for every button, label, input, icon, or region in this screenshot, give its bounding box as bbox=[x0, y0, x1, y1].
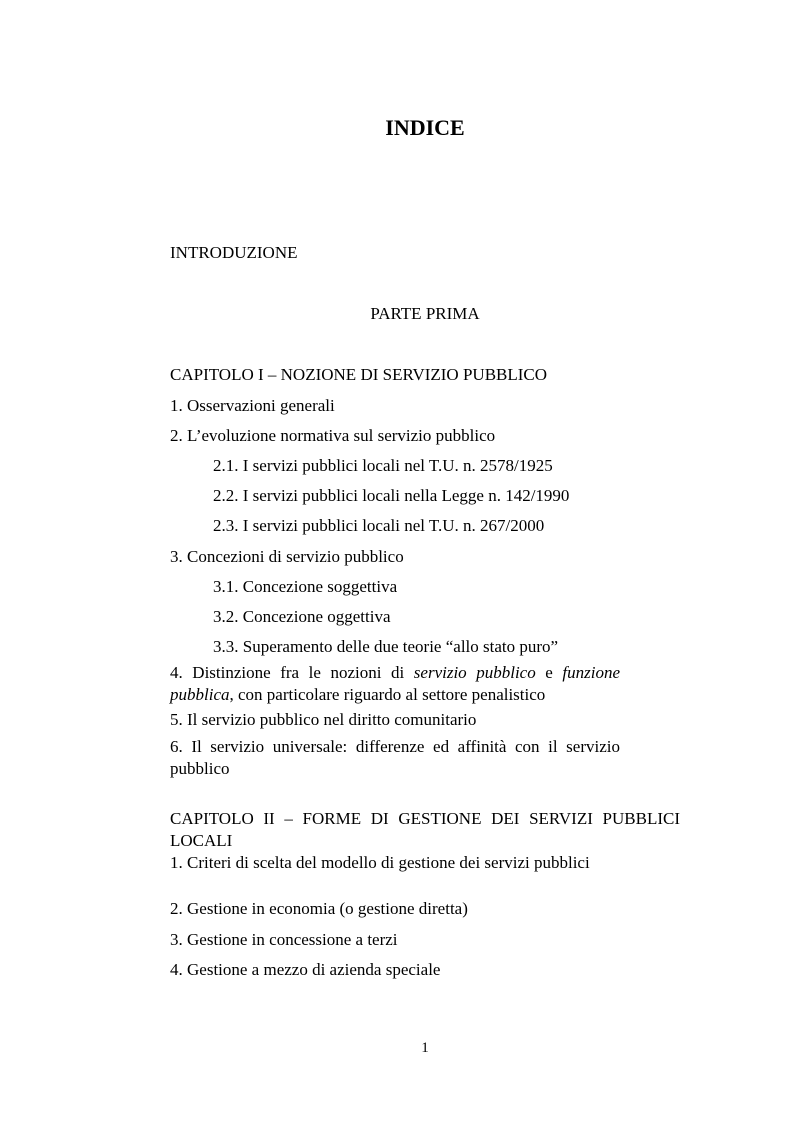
toc-subentry: 3.3. Superamento delle due teorie “allo stato puro” bbox=[213, 637, 559, 656]
page-number: 1 bbox=[421, 1040, 429, 1056]
toc-entry: 2. L’evoluzione normativa sul servizio pubblico bbox=[170, 426, 496, 445]
toc-entry: 5. Il servizio pubblico nel diritto comunitario bbox=[170, 710, 477, 729]
toc-entry: 3. Gestione in concessione a terzi bbox=[170, 930, 398, 949]
toc-entry: 6. Il servizio universale: differenze ed affinità con il servizio pubblico bbox=[170, 737, 620, 778]
page-title: INDICE bbox=[385, 115, 465, 140]
toc-entry: 2. Gestione in economia (o gestione diretta) bbox=[170, 899, 468, 918]
chapter-2-heading: CAPITOLO II – FORME DI GESTIONE DEI SERVIZI PUBBLICI LOCALI bbox=[170, 809, 680, 850]
toc-subentry: 2.2. I servizi pubblici locali nella Legge n. 142/1990 bbox=[213, 486, 570, 505]
introduction-heading: INTRODUZIONE bbox=[170, 243, 298, 262]
toc-entry: 1. Criteri di scelta del modello di gestione dei servizi pubblici bbox=[170, 853, 590, 872]
toc-entry: 1. Osservazioni generali bbox=[170, 396, 335, 415]
chapter-1-heading: CAPITOLO I – NOZIONE DI SERVIZIO PUBBLICO bbox=[170, 365, 548, 384]
toc-subentry: 2.3. I servizi pubblici locali nel T.U. n. 267/2000 bbox=[213, 516, 545, 535]
toc-entry-4: 4. Distinzione fra le nozioni di servizio pubblico e funzione pubblica, con particolare riguardo al settore penalistico bbox=[170, 663, 620, 704]
toc-entry: 4. Gestione a mezzo di azienda speciale bbox=[170, 960, 441, 979]
toc-subentry: 3.2. Concezione oggettiva bbox=[213, 607, 391, 626]
toc-subentry: 2.1. I servizi pubblici locali nel T.U. n. 2578/1925 bbox=[213, 456, 553, 475]
toc-subentry: 3.1. Concezione soggettiva bbox=[213, 577, 398, 596]
part-one-heading: PARTE PRIMA bbox=[370, 304, 480, 323]
toc-entry: 3. Concezioni di servizio pubblico bbox=[170, 547, 404, 566]
